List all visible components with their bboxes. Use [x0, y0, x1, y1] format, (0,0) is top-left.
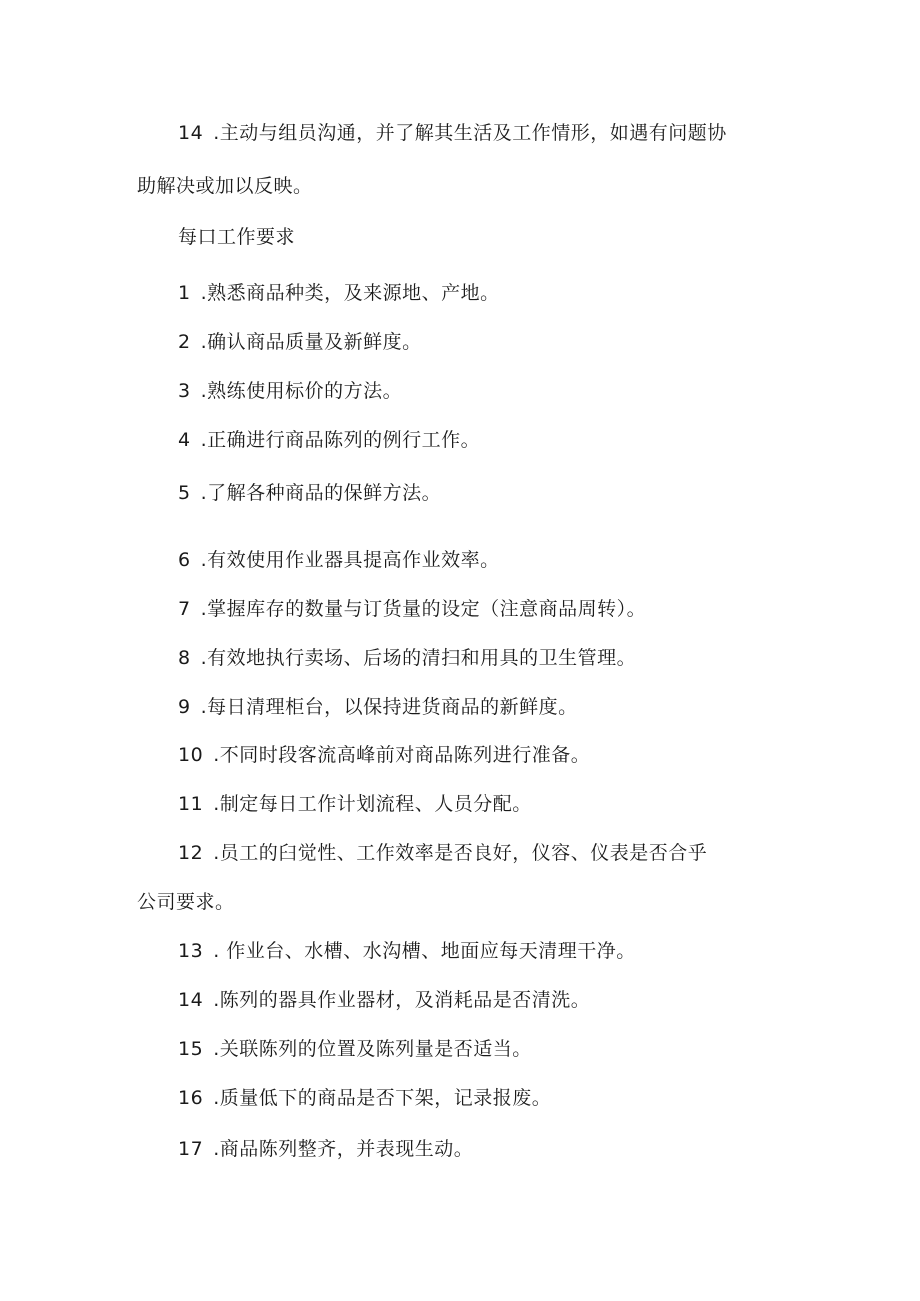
list-item — [178, 281, 500, 305]
list-item — [178, 330, 422, 354]
list-item — [178, 1137, 473, 1161]
list-item — [178, 695, 578, 719]
item-text: .熟练使用标价的方法。 — [200, 380, 403, 402]
intro-item-14-continuation: 助解决或加以反映。 — [137, 175, 313, 197]
item-number: 8 — [178, 647, 191, 669]
item-number: 15 — [178, 1038, 204, 1060]
item-number: 1 — [178, 282, 191, 304]
list-item — [178, 597, 646, 621]
section-heading: 每口工作要求 — [178, 226, 296, 248]
list-item — [178, 548, 500, 572]
item-text: .制定每日工作计划流程、人员分配。 — [213, 793, 532, 815]
item-number: 10 — [178, 744, 204, 766]
item-number: 6 — [178, 549, 191, 571]
item-number: 11 — [178, 793, 204, 815]
item-number: 2 — [178, 331, 191, 353]
list-item — [178, 792, 532, 816]
item-text: .质量低下的商品是否下架，记录报废。 — [213, 1087, 552, 1109]
list-item — [178, 1037, 532, 1061]
list-item — [178, 841, 707, 865]
item-number: 16 — [178, 1087, 204, 1109]
item-text: .陈列的器具作业器材，及消耗品是否清洗。 — [213, 989, 591, 1011]
item-text: .确认商品质量及新鲜度。 — [200, 331, 422, 353]
item-text: .不同时段客流高峰前对商品陈列进行准备。 — [213, 744, 591, 766]
intro-item-14 — [178, 121, 727, 145]
item-text: .商品陈列整齐，并表现生动。 — [213, 1138, 474, 1160]
list-item — [178, 743, 590, 767]
item-number: 9 — [178, 696, 191, 718]
list-item — [178, 988, 590, 1012]
list-item — [178, 646, 636, 670]
item-number: 12 — [178, 842, 204, 864]
item-text: .关联陈列的位置及陈列量是否适当。 — [213, 1038, 532, 1060]
item-number: 4 — [178, 429, 191, 451]
item-text: .掌握库存的数量与订货量的设定（注意商品周转）。 — [200, 598, 647, 620]
item-number: 17 — [178, 1138, 204, 1160]
list-item-continuation: 公司要求。 — [137, 891, 235, 913]
list-item — [178, 939, 636, 963]
list-item — [178, 428, 480, 452]
item-text: .每日清理柜台，以保持进货商品的新鲜度。 — [200, 696, 578, 718]
item-number: 13 — [178, 940, 204, 962]
list-item — [178, 379, 402, 403]
item-number: 7 — [178, 598, 191, 620]
item-text: .熟悉商品种类，及来源地、产地。 — [200, 282, 500, 304]
item-text: .员工的臼觉性、工作效率是否良好，仪容、仪表是否合乎 — [213, 842, 708, 864]
item-text: .有效使用作业器具提高作业效率。 — [200, 549, 500, 571]
item-number: 5 — [178, 482, 191, 504]
item-text: . 作业台、水槽、水沟槽、地面应每天清理干净。 — [213, 940, 636, 962]
list-item — [178, 1086, 551, 1110]
item-text: .主动与组员沟通，并了解其生活及工作情形，如遇有问题协 — [213, 122, 727, 144]
list-item — [178, 481, 441, 505]
item-number: 14 — [178, 989, 204, 1011]
item-text: .了解各种商品的保鲜方法。 — [200, 482, 442, 504]
item-number: 3 — [178, 380, 191, 402]
item-number: 14 — [178, 122, 204, 144]
item-text: .有效地执行卖场、后场的清扫和用具的卫生管理。 — [200, 647, 637, 669]
item-text: .正确进行商品陈列的例行工作。 — [200, 429, 481, 451]
